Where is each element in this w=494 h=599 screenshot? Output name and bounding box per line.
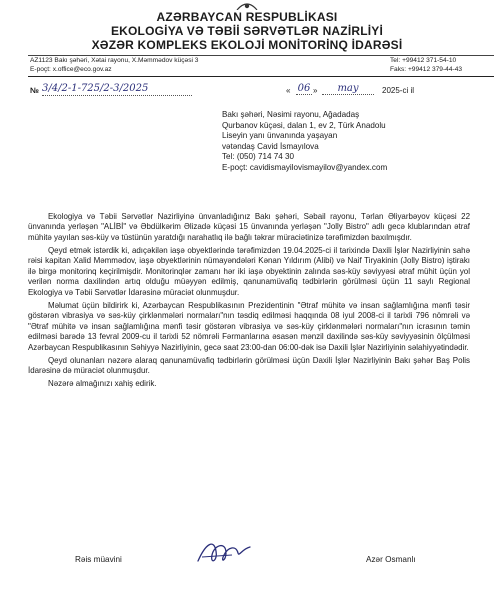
recipient-line: Liseyin yanı ünvanında yaşayan (222, 131, 338, 141)
date-year: 2025-ci il (382, 86, 415, 95)
address-fax: Faks: +99412 379-44-43 (390, 66, 463, 73)
address-street: AZ1123 Bakı şəhəri, Xətai rayonu, X.Məmmədov küçəsi 3 (30, 57, 199, 64)
reference-number: 3/4/2-1-725/2-3/2025 (42, 83, 192, 96)
signatory-title: Rəis müavini (75, 555, 122, 564)
address-phone: Tel: +99412 371-54-10 (390, 57, 457, 64)
address-email: E-poçt: x.office@eco.gov.az (30, 66, 112, 73)
recipient-line: Tel: (050) 714 74 30 (222, 152, 294, 162)
state-emblem-icon (233, 0, 261, 10)
header-ministry: EKOLOGİYA VƏ TƏBİİ SƏRVƏTLƏR NAZİRLİYİ (110, 24, 384, 38)
recipient-line: E-poçt: cavidismayilovismayilov@yandex.com (222, 162, 388, 172)
header-rule-bottom (28, 76, 494, 77)
body-paragraph: Qeyd etmək istərdik ki, adıçəkilən iaşə obyektlərində tərəfimizdən 19.04.2025-ci il tarixində Daxili İşlər Nazirliyinin sahə rəisi kapitan Xalid Məmmədov, iaşə obyektlərinin nümayəndələri Kənan Yıldırım (Alibi) və Naif Tiryakinin (Jolly Bistro) iştirakı ilə birgə monitorinq keçirilmişdir. Monitorinqlər zamanı hər iki iaşə obyektinin zalında səs-küy səviyyəsi ətraf mühit üçün yol verilən norma daxilindən artıq olduğu müəyyən edilmiş, qanunamüvafiq tədbirlərin görülməsi üçün 11 saylı Regional Ekologiya və Təbii Sərvətlər İdarəsinə müraciət olunmuşdur. (28, 245, 470, 297)
recipient-line: vətəndaş Cavid İsmayılova (222, 141, 319, 151)
reference-row (30, 83, 470, 99)
date-day: 06 (297, 83, 311, 94)
header-country: AZƏRBAYCAN RESPUBLİKASI (156, 10, 338, 24)
letter-body (28, 212, 470, 392)
reference-number-label: № (30, 86, 39, 95)
date-open-quote: « (286, 86, 291, 95)
recipient-block (222, 110, 482, 174)
body-paragraph: Nəzərə almağınızı xahiş edirik. (48, 379, 157, 389)
header-rule-top (28, 55, 494, 56)
signatory-name: Azər Osmanlı (366, 555, 416, 564)
body-paragraph: Ekologiya və Təbii Sərvətlər Nazirliyinə ünvanladığınız Bakı şəhəri, Səbail rayonu, Tərlan Əliyarbəyov küçəsi 22 ünvanında yerləşən "ALİBİ" və Əbdülkərim Əlizadə küçəsi 15 ünvanında yerləşən "Jolly Bistro" adlı gecə klublarından ətraf mühitə yayılan səs-küy və tüstünün yaratdığı narahatlıq ilə bağlı təkrar müraciətinizə tərəfimizdən baxılmışdır. (28, 212, 470, 242)
header-department: XƏZƏR KOMPLEKS EKOLOJİ MONİTORİNQ İDARƏSİ (91, 38, 403, 52)
date-month: may (322, 83, 374, 95)
body-paragraph: Məlumat üçün bildirirk ki, Azərbaycan Respublikasının Prezidentinin "Ətraf mühitə və insan sağlamlığına mənfi təsir göstərən vibrasiya və səs-küy çirklənmələri normaları"nın təsdiq edilməsi haqqında 08 iyul 2008-ci il tarixli 796 nömrəli və "Ətraf mühitə və insan sağlamlığına mənfi təsir göstərən vibrasiya və səs-küy çirklənmələri normaları"nın icrasının təmin edilməsi barədə 13 fevral 2009-cu il tarixli 52 nömrəli Fərmanlarına əsasən mənzil daxilində səs-küy səviyyəsinin ölçülməsi Azərbaycan Respublikasının Səhiyyə Nazirliyinin, gecə saat 23:00-dan 06:00-dək isə Daxili İşlər Nazirliyinin səlahiyyətindədir. (28, 300, 470, 352)
recipient-line: Bakı şəhəri, Nəsimi rayonu, Ağadadaş (222, 110, 360, 119)
handwritten-signature (192, 535, 260, 569)
date-close-quote: » (313, 86, 318, 95)
body-paragraph: Qeyd olunanları nəzərə alaraq qanunamüvafiq tədbirlərin görülməsi üçün Daxili İşlər Nazirliyinin Bakı şəhər Baş Polis İdarəsinə də müraciət olunmuşdur. (28, 355, 470, 376)
recipient-line: Qurbanov küçəsi, dalan 1, ev 2, Türk Anadolu (222, 120, 386, 130)
